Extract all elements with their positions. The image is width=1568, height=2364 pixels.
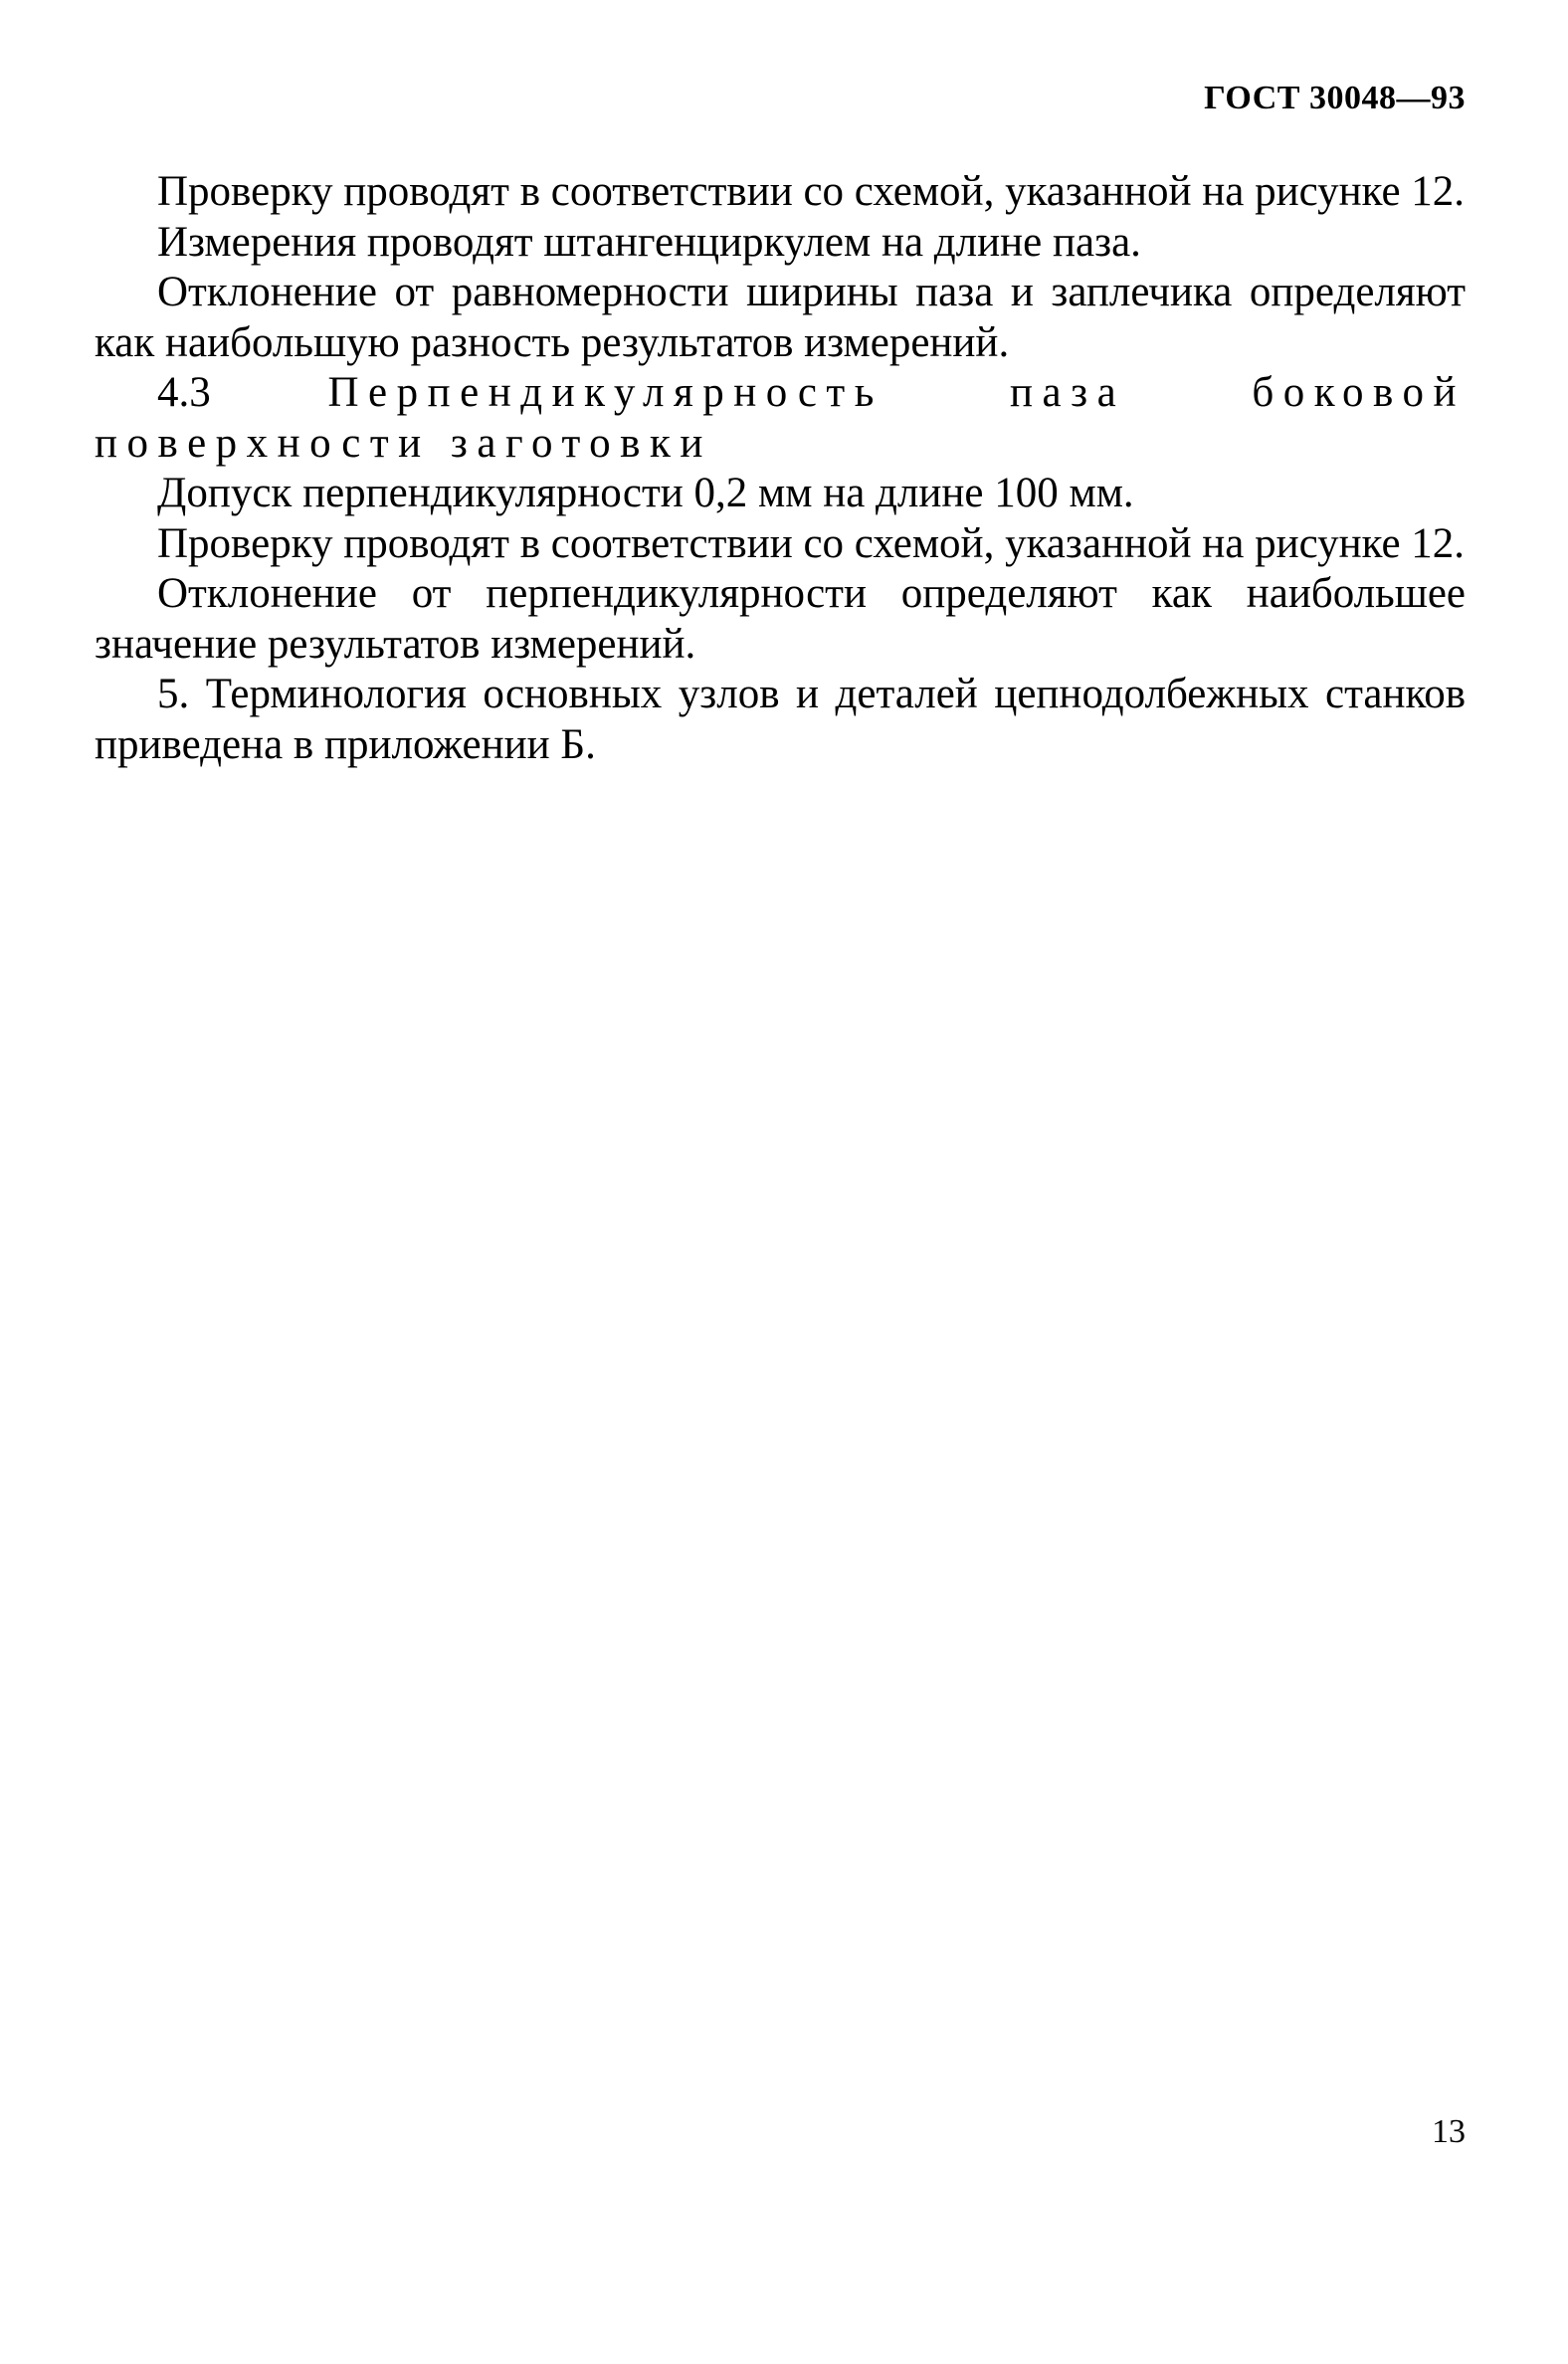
paragraph-measurement-method: Измерения проводят штангенциркулем на длине паза. bbox=[157, 218, 1141, 266]
document-code-header: ГОСТ 30048—93 bbox=[1204, 80, 1466, 116]
paragraph-terminology: 5. Терминология основных узлов и деталей цепнодолбежных станков приведена в приложении Б. bbox=[95, 671, 1466, 768]
document-body bbox=[95, 167, 1466, 770]
paragraph-perpendicularity-deviation: Отклонение от перпендикулярности определяют как наибольшее значение результатов измерений. bbox=[95, 570, 1466, 668]
page-number: 13 bbox=[1432, 2113, 1466, 2150]
section-number: 4.3 bbox=[157, 369, 211, 416]
paragraph-uniformity-deviation: Отклонение от равномерности ширины паза и заплечика определяют как наибольшую разность результатов измерений. bbox=[95, 269, 1466, 366]
section-heading bbox=[95, 368, 1466, 469]
paragraph-check-scheme-2: Проверку проводят в соответствии со схемой, указанной на рисунке 12. bbox=[157, 519, 1466, 567]
paragraph-tolerance: Допуск перпендикулярности 0,2 мм на длине 100 мм. bbox=[157, 470, 1134, 516]
paragraph-check-scheme: Проверку проводят в соответствии со схемой, указанной на рисунке 12. bbox=[157, 168, 1466, 215]
section-title: Перпендикулярность паза боковой поверхности заготовки bbox=[95, 369, 1466, 467]
